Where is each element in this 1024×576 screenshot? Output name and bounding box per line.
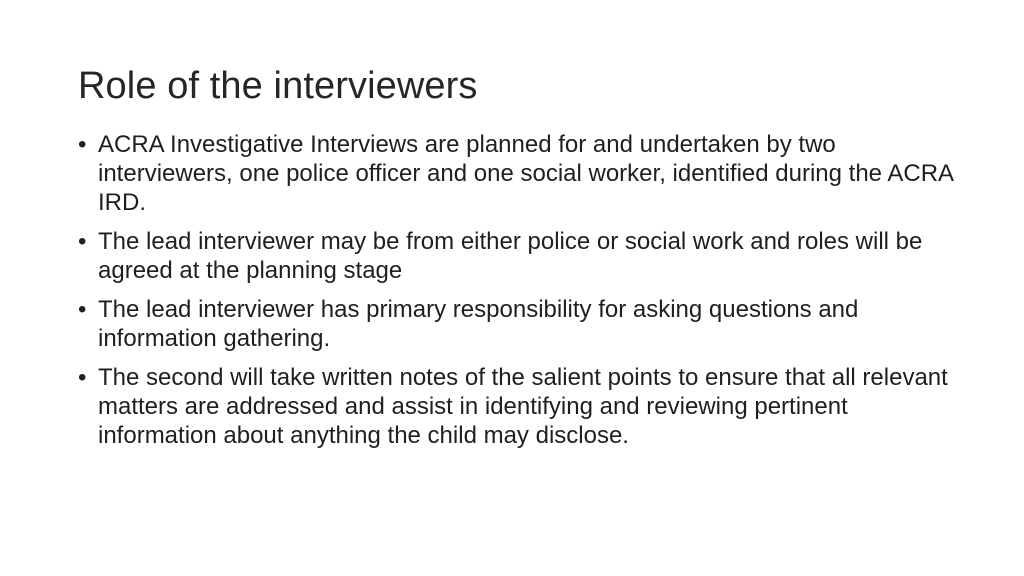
bullet-icon: •: [78, 228, 87, 255]
slide-title: Role of the interviewers: [78, 65, 478, 107]
bullet-item: [78, 295, 958, 353]
bullet-item: [78, 227, 958, 285]
bullet-text: The lead interviewer may be from either police or social work and roles will be agreed at the planning stage: [98, 228, 923, 284]
bullet-item: [78, 363, 958, 450]
bullet-icon: •: [78, 364, 87, 391]
bullet-text: The second will take written notes of the salient points to ensure that all relevant matters are addressed and assist in identifying and reviewing pertinent information about anything the child may disclose.: [98, 364, 948, 449]
bullet-icon: •: [78, 131, 87, 158]
bullet-list: [78, 130, 958, 460]
bullet-item: [78, 130, 958, 217]
bullet-text: The lead interviewer has primary responsibility for asking questions and information gathering.: [98, 296, 859, 352]
bullet-text: ACRA Investigative Interviews are planned for and undertaken by two interviewers, one police officer and one social worker, identified during the ACRA IRD.: [98, 131, 953, 216]
bullet-icon: •: [78, 296, 87, 323]
